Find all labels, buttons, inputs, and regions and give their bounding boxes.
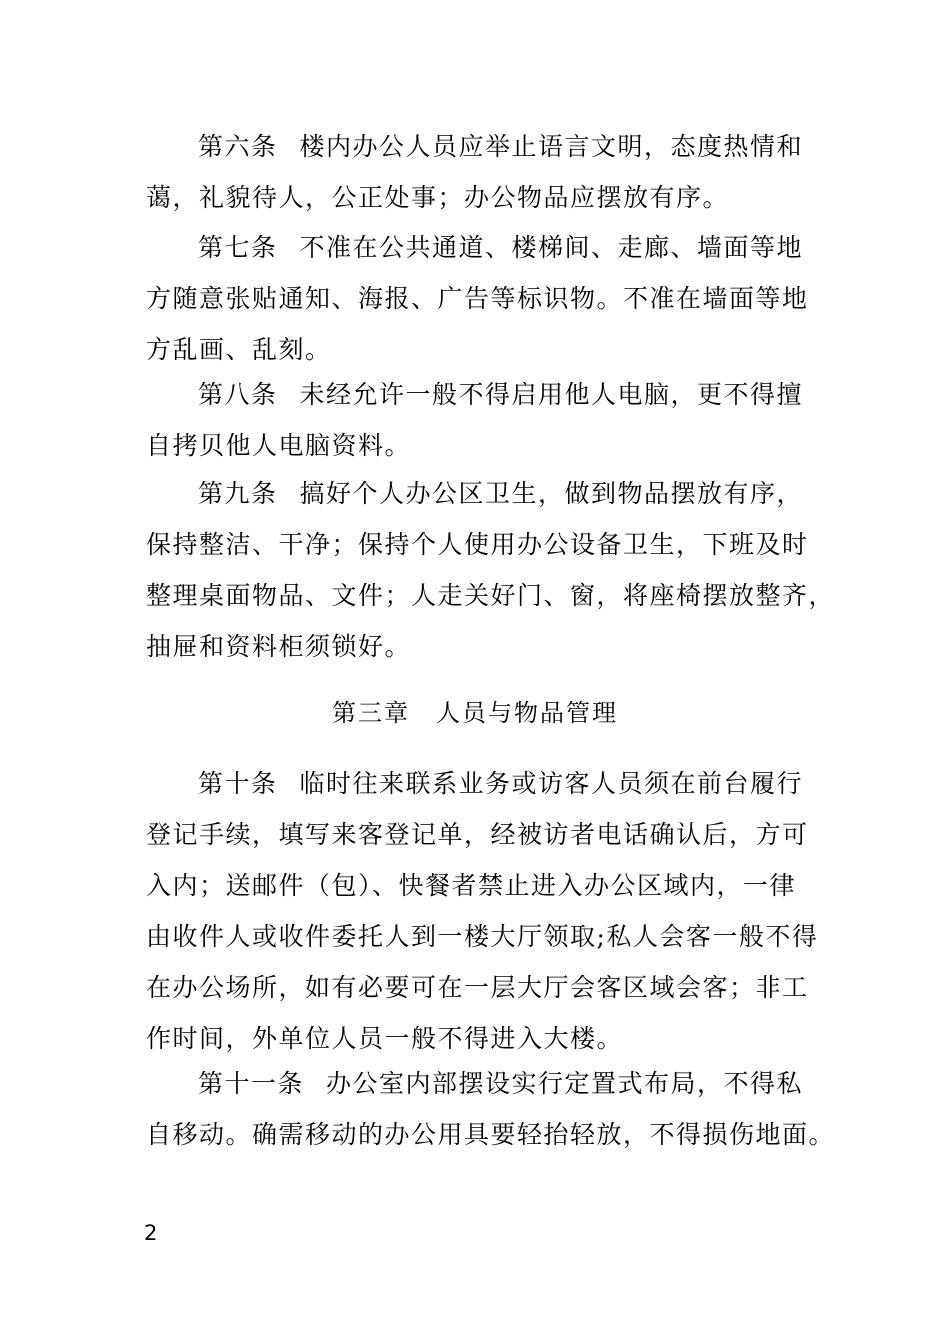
chapter-heading [0,693,950,733]
article-9-line-2: 保持整洁、干净；保持个人使用办公设备卫生，下班及时 [146,530,809,559]
article-8-line-2: 自拷贝他人电脑资料。 [146,431,412,460]
chapter-title: 人员与物品管理 [436,699,618,727]
article-6 [146,121,808,223]
page-number: 2 [144,1221,158,1245]
article-11-line-2: 自移动。确需移动的办公用具要轻抬轻放，不得损伤地面。 [146,1120,836,1149]
article-9 [146,468,836,672]
chapter-number: 第三章 [332,699,410,727]
article-7-line-3: 方乱画、乱刻。 [146,335,332,364]
article-8-line-1: 第八条 未经允许一般不得启用他人电脑，更不得擅 [198,380,804,409]
article-10-line-6: 作时间，外单位人员一般不得进入大楼。 [146,1024,624,1053]
article-10-line-5: 在办公场所，如有必要可在一层大厅会客区域会客；非工 [146,973,809,1002]
article-9-label: 第九条 [198,479,278,508]
article-6-label: 第六条 [198,132,278,161]
article-11-line-1: 第十一条 办公室内部摆设实行定置式布局，不得私 [198,1069,804,1098]
article-8 [146,369,808,471]
article-8-label: 第八条 [198,380,278,409]
article-11 [146,1058,836,1160]
article-10-line-4: 由收件人或收件委托人到一楼大厅领取;私人会客一般不得 [146,922,819,951]
article-6-line-2: 蔼，礼貌待人，公正处事；办公物品应摆放有序。 [146,183,730,212]
article-10-line-3: 入内；送邮件（包）、快餐者禁止进入办公区域内，一律 [146,871,797,900]
article-10-label: 第十条 [198,769,278,798]
article-7-label: 第七条 [198,233,278,262]
article-10-line-1: 第十条 临时往来联系业务或访客人员须在前台履行 [198,769,804,798]
article-10-line-2: 登记手续，填写来客登记单，经被访者电话确认后，方可 [146,820,809,849]
article-9-line-4: 抽屉和资料柜须锁好。 [146,632,412,661]
article-9-line-1: 第九条 搞好个人办公区卫生，做到物品摆放有序， [198,479,804,508]
article-7-line-1: 第七条 不准在公共通道、楼梯间、走廊、墙面等地 [198,233,804,262]
article-10 [146,758,819,1064]
article-6-line-1: 第六条 楼内办公人员应举止语言文明，态度热情和 [198,132,804,161]
article-7-line-2: 方随意张贴通知、海报、广告等标识物。不准在墙面等地 [146,284,809,313]
article-11-label: 第十一条 [198,1069,305,1098]
article-9-line-3: 整理桌面物品、文件；人走关好门、窗，将座椅摆放整齐， [146,581,836,610]
article-7 [146,222,808,375]
